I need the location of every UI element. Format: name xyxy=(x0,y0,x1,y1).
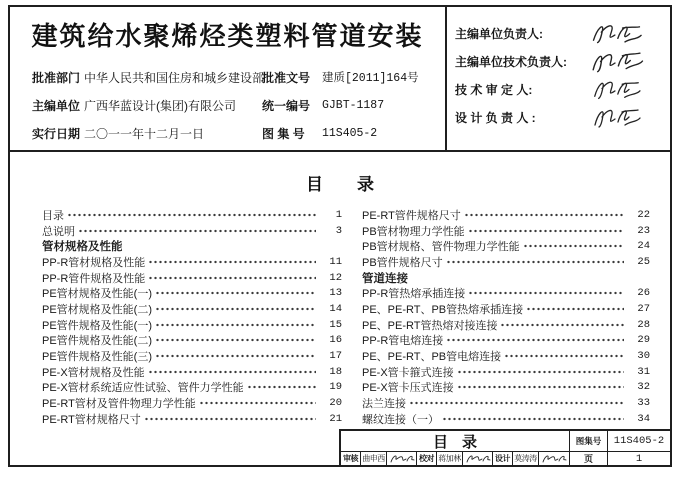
toc-page-number: 34 xyxy=(637,412,650,425)
toc-page-number: 12 xyxy=(329,271,342,284)
toc-entry xyxy=(362,223,650,239)
toc-leader-dots xyxy=(504,354,624,358)
toc-page-number: 13 xyxy=(329,287,342,300)
toc-leader-dots xyxy=(67,213,316,217)
toc-entry-label: PE管材规格及性能(二) xyxy=(42,303,152,316)
staff-signature-image xyxy=(387,452,417,465)
toc-entry-label: 法兰连接 xyxy=(362,398,406,411)
toc-entry-label: PB管材物理力学性能 xyxy=(362,225,465,238)
atlas-number-label: 图集号 xyxy=(569,431,607,451)
toc-page-number: 22 xyxy=(637,208,650,221)
page-number: 1 xyxy=(607,452,670,465)
toc-page-number: 18 xyxy=(329,365,342,378)
toc-page-number: 19 xyxy=(329,381,342,394)
toc-leader-dots xyxy=(247,385,316,389)
toc-page-number: 20 xyxy=(329,397,342,410)
toc-page-number: 1 xyxy=(335,208,342,221)
toc-leader-dots xyxy=(144,417,316,421)
toc-leader-dots xyxy=(148,370,316,374)
signatory-row xyxy=(455,19,666,47)
toc-content xyxy=(10,170,670,427)
toc-entry xyxy=(42,207,342,223)
page-label: 页 xyxy=(569,452,607,465)
toc-entry-label: PE-X管卡箍式连接 xyxy=(362,366,454,379)
toc-entry-label: PE、PE-RT、PB管热熔承插连接 xyxy=(362,303,524,316)
toc-entry xyxy=(362,207,650,223)
toc-entry xyxy=(362,238,650,254)
toc-entry-label: 螺纹连接（一） xyxy=(362,413,439,426)
header-left-panel xyxy=(10,7,447,150)
toc-page-number: 17 xyxy=(329,350,342,363)
toc-page-number: 32 xyxy=(637,381,650,394)
titleblock-top-row xyxy=(341,431,670,452)
toc-entry xyxy=(362,301,650,317)
signatory-label: 设 计 负 责 人 : xyxy=(455,110,536,125)
toc-leader-dots xyxy=(148,276,316,280)
toc-entry xyxy=(42,317,342,333)
toc-leader-dots xyxy=(409,401,624,405)
meta-row xyxy=(32,91,445,119)
staff-signature-image xyxy=(539,452,569,465)
toc-leader-dots xyxy=(155,307,316,311)
toc-entry xyxy=(362,411,650,427)
toc-leader-dots xyxy=(457,385,624,389)
meta-row xyxy=(32,63,445,91)
meta-value: 广西华蓝设计(集团)有限公司 xyxy=(84,98,236,113)
toc-leader-dots xyxy=(126,244,317,248)
toc-page-number: 25 xyxy=(637,255,650,268)
toc-page-number: 27 xyxy=(637,302,650,315)
meta-label: 主编单位 xyxy=(32,98,81,113)
handwritten-signature-image xyxy=(587,104,645,130)
toc-entry xyxy=(362,348,650,364)
toc-entry-label: PE-X管卡压式连接 xyxy=(362,382,454,395)
meta-label-2: 图 集 号 xyxy=(262,126,305,141)
toc-column-right xyxy=(362,207,650,427)
handwritten-signature-image xyxy=(585,18,647,48)
staff-name: 莫涛涛 xyxy=(513,452,539,465)
staff-group xyxy=(417,452,493,465)
toc-entry xyxy=(42,254,342,270)
meta-value-2: 建质[2011]164号 xyxy=(322,72,419,85)
toc-leader-dots xyxy=(155,323,316,327)
toc-leader-dots xyxy=(446,260,624,264)
staff-group xyxy=(341,452,417,465)
meta-row xyxy=(32,119,445,147)
toc-leader-dots xyxy=(148,260,316,264)
toc-entry-label: PE管件规格及性能(三) xyxy=(42,351,152,364)
signatory-row xyxy=(455,75,666,103)
toc-entry xyxy=(42,270,342,286)
handwritten-signature-image xyxy=(584,47,649,75)
toc-entry-label: 管道连接 xyxy=(362,272,408,285)
signatory-row xyxy=(455,47,666,75)
signatory-label: 主编单位技术负责人: xyxy=(455,54,567,69)
toc-entry xyxy=(42,238,342,254)
meta-value-2: 11S405-2 xyxy=(322,126,378,140)
document-meta xyxy=(32,63,445,147)
toc-page-number: 30 xyxy=(637,350,650,363)
meta-value: 二〇一一年十二月一日 xyxy=(84,126,205,141)
meta-value: 中华人民共和国住房和城乡建设部 xyxy=(84,70,265,85)
toc-entry xyxy=(42,285,342,301)
handwritten-signature-image xyxy=(587,75,646,103)
toc-entry-label: PE、PE-RT、PB管电熔连接 xyxy=(362,351,502,364)
toc-entry-label: PP-R管件规格及性能 xyxy=(42,272,146,285)
titleblock-title: 目录 xyxy=(432,433,491,451)
toc-page-number: 26 xyxy=(637,287,650,300)
toc-leader-dots xyxy=(464,213,624,217)
toc-entry-label: PP-R管热熔承插连接 xyxy=(362,288,466,301)
staff-cells xyxy=(341,452,569,465)
document-title: 建筑给水聚烯烃类塑料管道安装 xyxy=(31,21,424,51)
toc-entry xyxy=(362,364,650,380)
toc-entry xyxy=(42,380,342,396)
toc-entry xyxy=(362,270,650,286)
toc-entry-label: PE-X管材系统适应性试验、管件力学性能 xyxy=(42,382,244,395)
toc-leader-dots xyxy=(155,338,316,342)
toc-entry xyxy=(42,395,342,411)
toc-leader-dots xyxy=(446,338,624,342)
signatory-label: 技 术 审 定 人: xyxy=(455,82,533,97)
toc-leader-dots xyxy=(500,323,624,327)
toc-leader-dots xyxy=(442,417,624,421)
drawing-titleblock xyxy=(339,429,672,467)
toc-entry-label: PP-R管电熔连接 xyxy=(362,335,444,348)
meta-label-2: 统一编号 xyxy=(262,98,311,113)
toc-entry xyxy=(42,348,342,364)
toc-heading: 目录 xyxy=(306,175,408,194)
toc-entry xyxy=(362,254,650,270)
toc-leader-dots xyxy=(523,244,624,248)
toc-page-number: 24 xyxy=(637,240,650,253)
toc-leader-dots xyxy=(155,291,316,295)
titleblock-bottom-row xyxy=(341,452,670,465)
toc-entry-label: PE-RT管材规格尺寸 xyxy=(42,413,141,426)
toc-entry xyxy=(362,395,650,411)
toc-entry-label: PE-RT管材及管件物理力学性能 xyxy=(42,398,196,411)
toc-columns xyxy=(10,207,670,427)
toc-entry-label: PE-X管材规格及性能 xyxy=(42,366,145,379)
toc-leader-dots xyxy=(526,307,624,311)
toc-leader-dots xyxy=(457,370,624,374)
staff-signature-image xyxy=(463,452,493,465)
toc-leader-dots xyxy=(155,354,316,358)
toc-entry xyxy=(42,411,342,427)
meta-label: 实行日期 xyxy=(32,126,81,141)
signatories-panel xyxy=(447,7,670,150)
toc-page-number: 15 xyxy=(329,318,342,331)
toc-leader-dots xyxy=(468,229,624,233)
toc-leader-dots xyxy=(468,291,624,295)
staff-role-label: 设计 xyxy=(493,452,513,465)
toc-entry xyxy=(362,285,650,301)
staff-name: 蒋加林 xyxy=(437,452,463,465)
toc-entry xyxy=(42,333,342,349)
toc-entry-label: PE、PE-RT管热熔对接连接 xyxy=(362,319,498,332)
toc-page-number: 14 xyxy=(329,302,342,315)
toc-entry xyxy=(362,317,650,333)
signatory-row xyxy=(455,103,666,131)
meta-value-2: GJBT-1187 xyxy=(322,98,385,112)
toc-leader-dots xyxy=(199,401,316,405)
toc-page-number: 33 xyxy=(637,397,650,410)
toc-page-number: 31 xyxy=(637,365,650,378)
toc-leader-dots xyxy=(78,229,316,233)
staff-role-label: 校对 xyxy=(417,452,437,465)
staff-name: 曲申西 xyxy=(361,452,387,465)
meta-label: 批准部门 xyxy=(32,70,81,85)
toc-entry-label: 管材规格及性能 xyxy=(42,241,123,254)
toc-entry xyxy=(42,301,342,317)
staff-group xyxy=(493,452,569,465)
toc-page-number: 3 xyxy=(335,224,342,237)
toc-page-number: 16 xyxy=(329,334,342,347)
toc-page-number: 28 xyxy=(637,318,650,331)
toc-entry-label: PE管材规格及性能(一) xyxy=(42,288,152,301)
toc-entry xyxy=(42,223,342,239)
toc-page-number: 29 xyxy=(637,334,650,347)
toc-entry-label: PP-R管材规格及性能 xyxy=(42,256,146,269)
toc-entry xyxy=(362,333,650,349)
staff-role-label: 审核 xyxy=(341,452,361,465)
toc-leader-dots xyxy=(411,276,624,280)
toc-column-left xyxy=(42,207,342,427)
title-header xyxy=(10,7,670,152)
toc-entry-label: PE管件规格及性能(一) xyxy=(42,319,152,332)
toc-page-number: 21 xyxy=(329,412,342,425)
signatory-label: 主编单位负责人: xyxy=(455,26,543,41)
toc-entry xyxy=(42,364,342,380)
toc-entry-label: PE-RT管件规格尺寸 xyxy=(362,209,461,222)
meta-label-2: 批准文号 xyxy=(262,70,311,85)
toc-page-number: 23 xyxy=(637,224,650,237)
toc-entry-label: PE管件规格及性能(二) xyxy=(42,335,152,348)
toc-page-number: 11 xyxy=(329,255,342,268)
toc-entry-label: PB管材规格、管件物理力学性能 xyxy=(362,241,520,254)
toc-entry xyxy=(362,380,650,396)
toc-entry-label: PB管件规格尺寸 xyxy=(362,256,443,269)
atlas-number-value: 11S405-2 xyxy=(607,431,670,451)
page-border xyxy=(8,5,672,467)
toc-entry-label: 目录 xyxy=(42,209,64,222)
toc-entry-label: 总说明 xyxy=(42,225,75,238)
